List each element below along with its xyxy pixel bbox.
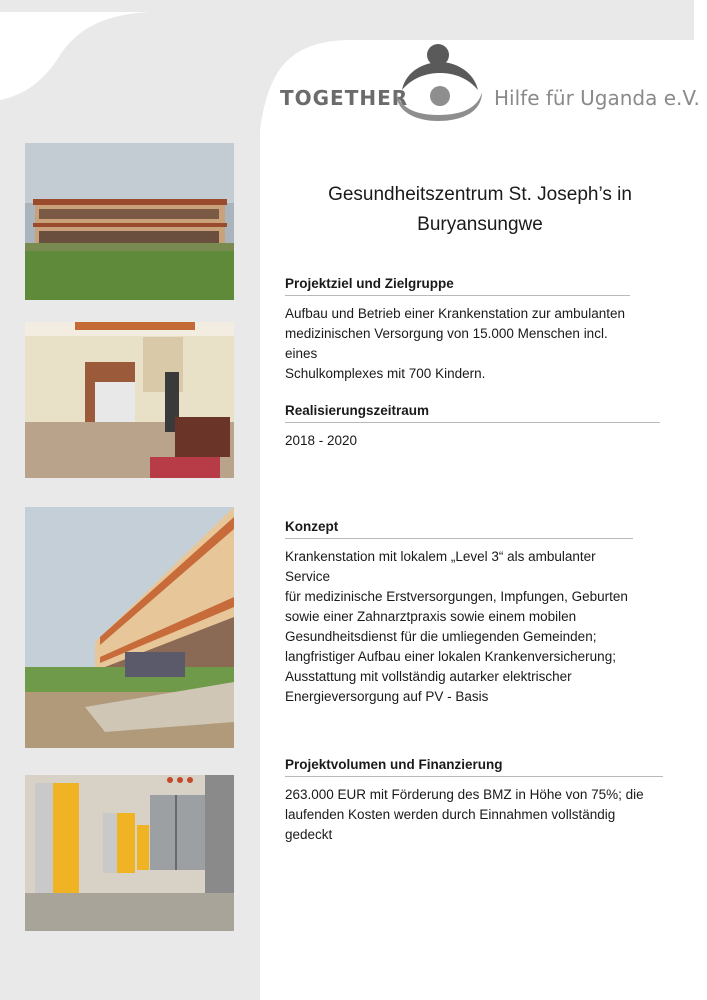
photo-building-veranda (25, 507, 234, 748)
photo-health-center-building (25, 143, 234, 300)
logo-text-together: TOGETHER (280, 86, 409, 110)
photo-solar-inverters (25, 775, 234, 931)
section-body: Aufbau und Betrieb einer Krankenstation zur ambulanten medizinischen Versorgung von 15.000 Menschen incl. eines Schulkomplexes mit 700 Kindern. (285, 306, 625, 381)
section-volume-financing (285, 757, 663, 845)
section-body: 2018 - 2020 (285, 433, 358, 448)
section-timeframe (285, 403, 660, 451)
section-heading: Projektziel und Zielgruppe (285, 276, 630, 296)
logo (280, 42, 700, 122)
section-body: 263.000 EUR mit Förderung des BMZ in Höhe von 75%; die laufenden Kosten werden durch Einnahmen vollständig gedeckt (285, 787, 644, 842)
logo-text-hilfe: Hilfe für Uganda e.V. (494, 86, 700, 110)
family-logo-icon (392, 42, 486, 122)
section-heading: Projektvolumen und Finanzierung (285, 757, 663, 777)
section-concept (285, 519, 633, 707)
page-title: Gesundheitszentrum St. Joseph’s in Buryansungwe (328, 184, 632, 235)
section-heading: Konzept (285, 519, 633, 539)
section-project-goal (285, 276, 630, 384)
photo-dental-room (25, 322, 234, 478)
section-heading: Realisierungszeitraum (285, 403, 660, 423)
section-body: Krankenstation mit lokalem „Level 3“ als ambulanter Service für medizinische Erstversorgungen, Impfungen, Geburten sowie einer Zahnarztpraxis sowie einem mobilen Gesundheitsdienst für die umliegenden Gemeinden; langfristiger Aufbau einer lokalen Krankenversicherung; Ausstattung mit vollständig autarker elektrischer Energieversorgung auf PV - Basis (285, 549, 628, 704)
